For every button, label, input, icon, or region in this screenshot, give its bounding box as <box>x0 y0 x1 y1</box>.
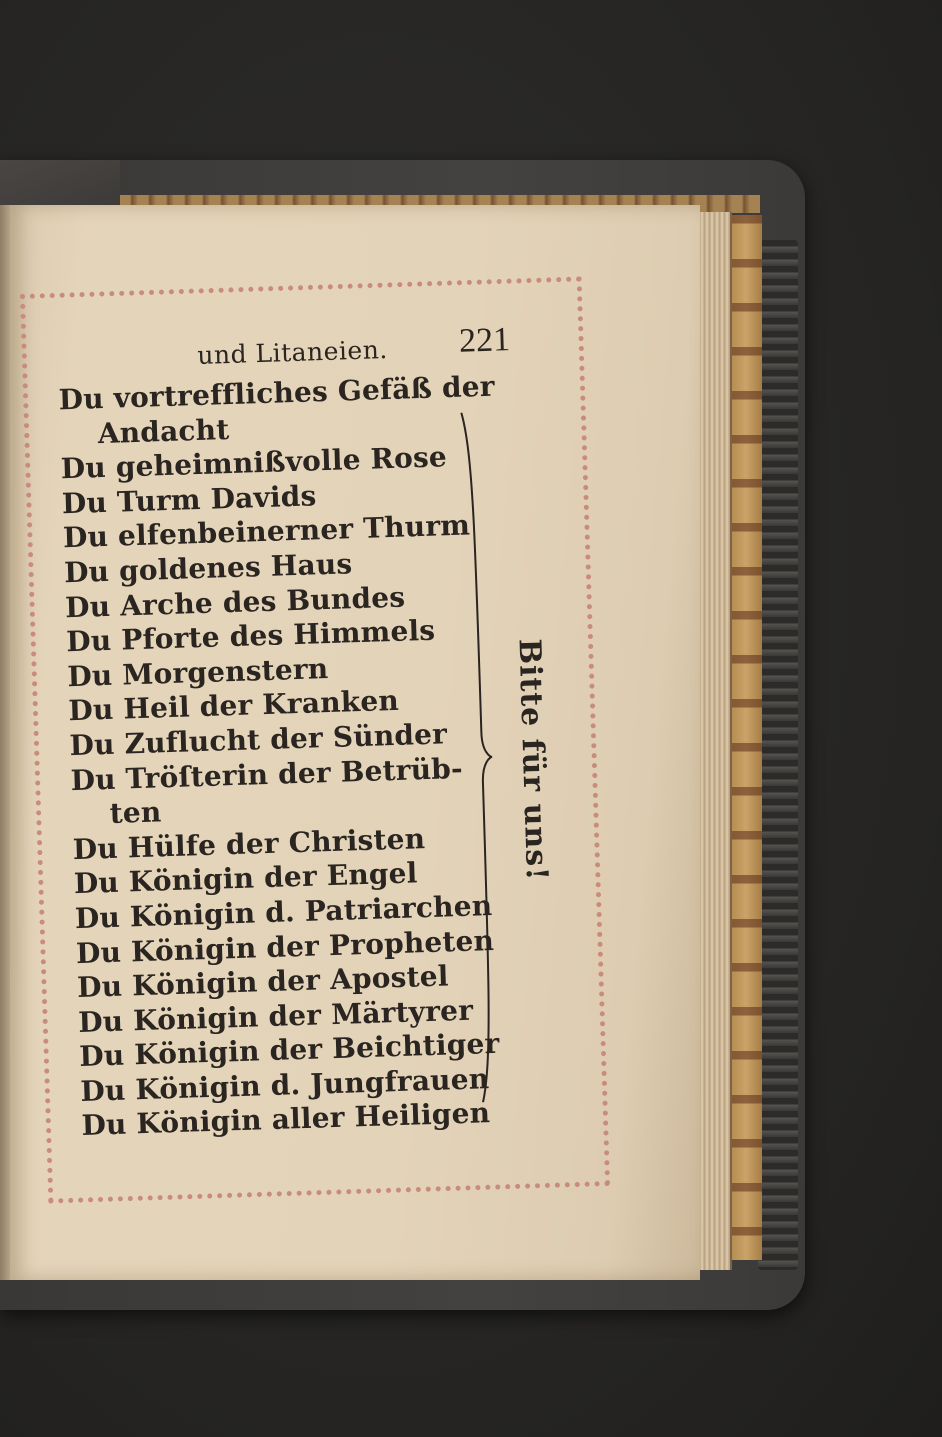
litany-line: Du Königin d. Patriarchen <box>74 888 493 935</box>
running-head: und Litaneien. <box>196 334 389 370</box>
litany-line: Du Königin der Beichtiger <box>78 1027 500 1074</box>
response-text: Bitte für uns! <box>511 638 555 882</box>
litany-line: Du Pforte des Himmels <box>65 613 436 659</box>
litany-line: Du Tröſterin der Betrüb- <box>70 751 464 797</box>
decorated-edge-ornament <box>728 215 762 1260</box>
litany-line: Du Hülfe der Christen <box>72 821 426 866</box>
litany-line: Du goldenes Haus <box>63 547 353 590</box>
litany-line: Du Königin der Engel <box>73 856 418 901</box>
litany-line: Du Königin der Apostel <box>76 959 450 1005</box>
litany-line: Du Zuflucht der Sünder <box>69 717 448 763</box>
litany-line: Du Heil der Kranken <box>67 684 400 728</box>
book-spine <box>758 240 798 1270</box>
page-number: 221 <box>458 321 511 360</box>
litany-line: Du Morgenstern <box>66 651 329 693</box>
litany-line: Du elfenbeinerner Thurm <box>62 508 471 555</box>
litany-line: Du Turm Davids <box>61 479 317 521</box>
litany-line: Du Königin d. Jungfrauen <box>79 1062 490 1108</box>
litany-line: Du Königin der Märtyrer <box>77 993 474 1039</box>
cover-corner <box>0 160 120 208</box>
litany-line: Du vortreffliches Gefäß der <box>58 369 496 417</box>
litany-line: Du Arche des Bundes <box>64 580 406 624</box>
litany-line: Du geheimnißvolle Rose <box>60 440 448 486</box>
litany-line: Andacht <box>97 412 230 450</box>
litany-line: Du Königin der Propheten <box>75 923 495 970</box>
page-text-block <box>57 317 604 1193</box>
litany-line: ten <box>109 795 162 831</box>
litany-lines <box>58 370 502 1144</box>
litany-line: Du Königin aller Heiligen <box>81 1096 491 1143</box>
